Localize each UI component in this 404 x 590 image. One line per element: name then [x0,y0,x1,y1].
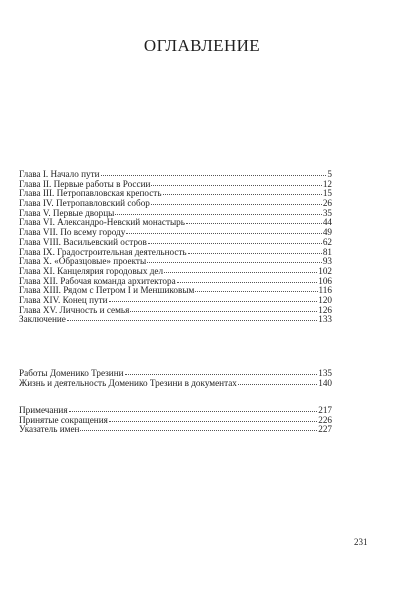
toc-works [19,369,332,388]
toc-entry-page: 140 [318,377,332,388]
toc-entry-page: 120 [318,294,332,305]
toc-entry [19,306,332,316]
toc-entry-title: Примечания [19,405,68,415]
toc-entry-title: Глава XIII. Рядом с Петром I и Меншиковым [19,285,195,296]
toc-entry-page: 44 [322,217,332,228]
toc-entry-title: Глава IV. Петропавловский собор [19,198,150,209]
dot-leader [238,384,317,385]
toc-entry-page: 62 [322,236,332,247]
toc-entry-title: Глава XII. Рабочая команда архитектора [19,275,176,286]
dot-leader [151,185,321,186]
toc-entry-page: 106 [318,275,332,286]
dot-leader [126,233,321,234]
toc-entry-page: 133 [318,314,332,325]
toc-entry-page: 12 [322,178,332,189]
toc-entry-title: Работы Доменико Трезини [19,368,124,378]
toc-entry-title: Указатель имен [19,424,80,435]
toc-entry [19,315,332,325]
toc-entry-title: Глава X. «Образцовые» проекты [19,256,147,267]
dot-leader [177,282,318,283]
toc-entry-page: 116 [318,285,332,296]
dot-leader [163,194,322,195]
toc-entry [19,425,332,435]
toc-entry-page: 126 [318,304,332,315]
toc-entry-title: Принятые сокращения [19,414,108,425]
toc-entry-page: 226 [318,414,332,425]
toc-entry-page: 217 [318,405,332,415]
toc-entry-page: 35 [322,207,332,218]
toc-entry [19,379,332,389]
dot-leader [80,430,317,431]
toc-entry-title: Глава I. Начало пути [19,169,100,179]
dot-leader [164,272,317,273]
toc-entry-page: 135 [318,368,332,378]
toc-entry-title: Глава VII. По всему городу [19,227,126,238]
dot-leader [101,175,327,176]
toc-entry-page: 15 [322,188,332,199]
dot-leader [69,411,318,412]
dot-leader [109,421,317,422]
dot-leader [186,223,322,224]
toc-chapters [19,170,332,325]
toc-entry-title: Глава XI. Канцелярия городовых дел [19,265,164,276]
dot-leader [125,374,318,375]
toc-entry-title: Глава VIII. Васильевский остров [19,236,147,247]
toc-entry-page: 49 [322,227,332,238]
dot-leader [130,311,317,312]
dot-leader [109,301,318,302]
dot-leader [188,253,322,254]
toc-entry-title: Глава XIV. Конец пути [19,294,108,305]
dot-leader [67,320,317,321]
toc-entry-page: 227 [318,424,332,435]
toc-entry-page: 93 [322,256,332,267]
dot-leader [147,262,322,263]
page-title: ОГЛАВЛЕНИЕ [143,36,261,55]
toc-entry-title: Глава V. Первые дворцы [19,207,115,218]
toc-entry-title: Глава XV. Личность и семья [19,304,130,315]
toc-entry-title: Глава VI. Александро-Невский монастырь [19,217,185,228]
dot-leader [151,204,322,205]
toc-appendix [19,406,332,435]
dot-leader [148,243,322,244]
toc-entry-title: Глава IX. Градостроительная деятельность [19,246,187,257]
toc-entry-title: Глава III. Петропавловская крепость [19,188,162,199]
toc-entry-page: 81 [322,246,332,257]
toc-entry-page: 26 [322,198,332,209]
toc-entry-page: 5 [327,169,332,179]
toc-entry-title: Глава II. Первые работы в России [19,178,151,189]
toc-entry-title: Заключение [19,314,66,325]
dot-leader [195,291,317,292]
page-number: 231 [354,537,368,547]
toc-entry-page: 102 [318,265,332,276]
dot-leader [115,214,321,215]
toc-entry-title: Жизнь и деятельность Доменико Трезини в документах [19,377,237,388]
